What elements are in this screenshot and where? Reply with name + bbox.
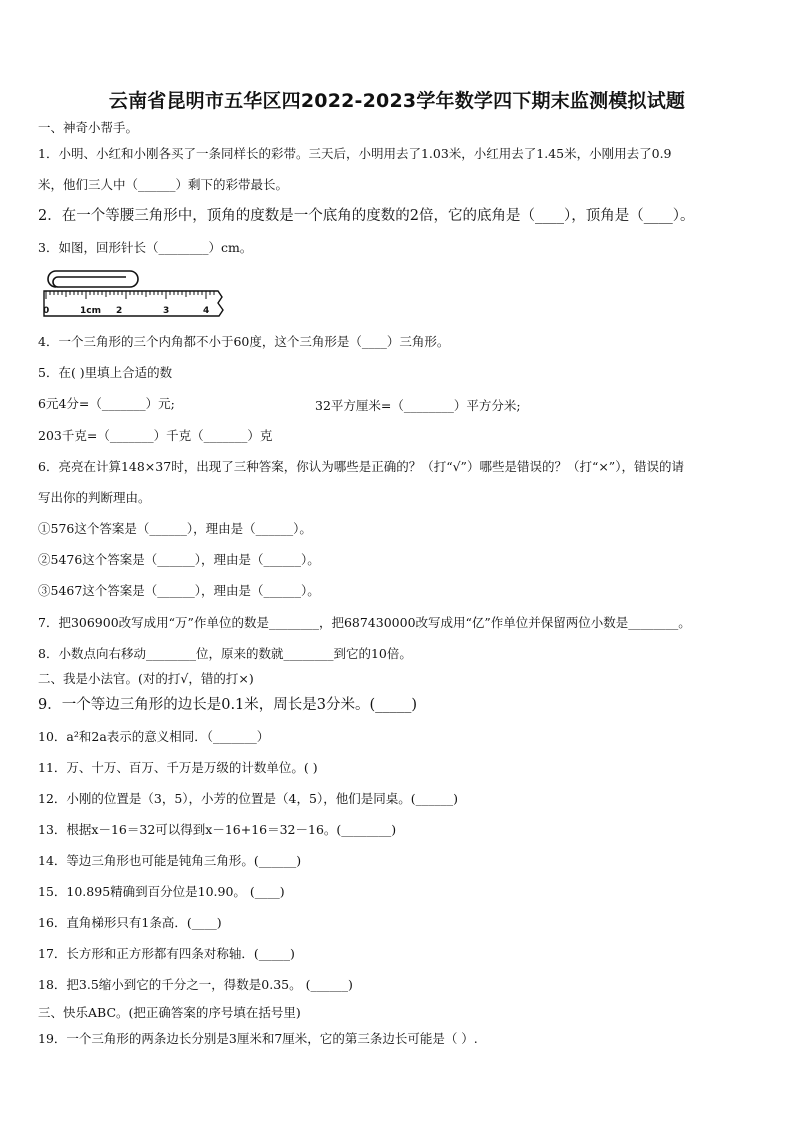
- question-10: 10．a²和2a表示的意义相同．（_______）: [38, 729, 270, 744]
- section-heading-2: 二、我是小法官。(对的打√，错的打×): [38, 671, 254, 686]
- question-5-intro: 5．在( )里填上合适的数: [38, 365, 173, 380]
- question-4: 4．一个三角形的三个内角都不小于60度，这个三角形是（____）三角形。: [38, 334, 450, 349]
- question-8: 8．小数点向右移动________位，原来的数就________到它的10倍。: [38, 646, 412, 661]
- ruler-label-4: 4: [203, 306, 210, 316]
- question-7: 7．把306900改写成用“万”作单位的数是________，把687430000改写成用“亿”作单位并保留两位小数是________。: [38, 615, 691, 630]
- question-6-b: ②5476这个答案是（______），理由是（______）。: [38, 552, 320, 567]
- question-3: 3．如图，回形针长（________）cm。: [38, 240, 253, 255]
- ruler-label-0: 0: [43, 306, 50, 316]
- question-5-b: 32平方厘米=（________）平方分米;: [315, 398, 521, 413]
- question-5-a: 6元4分=（_______）元;: [38, 396, 175, 411]
- ruler-label-3: 3: [163, 306, 170, 316]
- question-6-c: ③5467这个答案是（______），理由是（______）。: [38, 583, 320, 598]
- question-9: 9．一个等边三角形的边长是0.1米，周长是3分米。(_____): [38, 697, 418, 713]
- question-19: 19．一个三角形的两条边长分别是3厘米和7厘米，它的第三条边长可能是（ ）.: [38, 1031, 478, 1046]
- question-14: 14．等边三角形也可能是钝角三角形。(______): [38, 853, 302, 868]
- question-5-c: 203千克=（_______）千克（_______）克: [38, 428, 273, 443]
- question-6-line-2: 写出你的判断理由。: [38, 490, 151, 505]
- question-15: 15．10.895精确到百分位是10.90。 (____): [38, 884, 285, 899]
- question-11: 11．万、十万、百万、千万是万级的计数单位。( ): [38, 760, 318, 775]
- paperclip-ruler-figure: [40, 266, 226, 318]
- paperclip-icon: [48, 271, 138, 287]
- question-6-a: ①576这个答案是（______），理由是（______）。: [38, 521, 312, 536]
- ruler-label-2: 2: [116, 306, 123, 316]
- page-title: 云南省昆明市五华区四2022-2023学年数学四下期末监测模拟试题: [108, 90, 686, 112]
- question-12: 12．小刚的位置是（3，5），小芳的位置是（4，5），他们是同桌。(______): [38, 791, 458, 806]
- question-1-line-2: 米，他们三人中（______）剩下的彩带最长。: [38, 177, 289, 192]
- ruler-icon: [43, 291, 223, 316]
- section-heading-1: 一、神奇小帮手。: [38, 120, 139, 135]
- question-6-line-1: 6．亮亮在计算148×37时，出现了三种答案，你认为哪些是正确的？（打“√”）哪些是错误的？（打“×”），错误的请: [38, 459, 684, 474]
- question-2: 2．在一个等腰三角形中，顶角的度数是一个底角的度数的2倍，它的底角是（____），顶角是（____）。: [38, 208, 695, 224]
- question-13: 13．根据x－16＝32可以得到x－16+16＝32－16。(________): [38, 822, 397, 837]
- question-16: 16．直角梯形只有1条高．(____): [38, 915, 222, 930]
- ruler-label-1: 1cm: [80, 306, 101, 316]
- section-heading-3: 三、快乐ABC。(把正确答案的序号填在括号里): [38, 1005, 301, 1020]
- question-18: 18．把3.5缩小到它的千分之一，得数是0.35。 (______): [38, 977, 353, 992]
- question-1-line-1: 1．小明、小红和小刚各买了一条同样长的彩带。三天后，小明用去了1.03米，小红用去了1.45米，小刚用去了0.9: [38, 146, 672, 161]
- question-17: 17．长方形和正方形都有四条对称轴．(_____): [38, 946, 295, 961]
